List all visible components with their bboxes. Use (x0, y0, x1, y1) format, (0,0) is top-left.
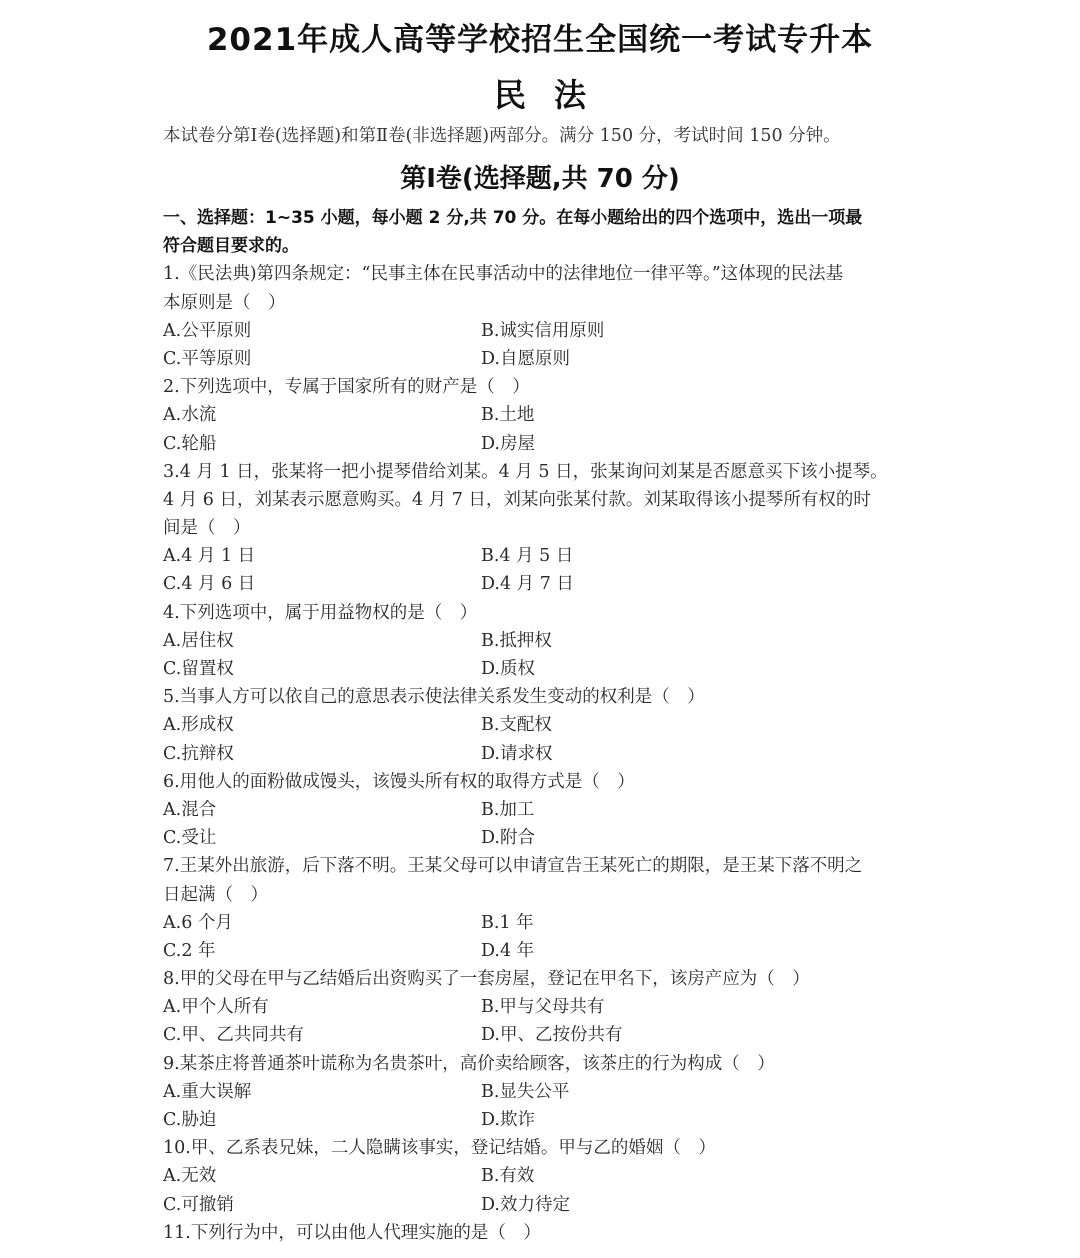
answer-option: C.2 年 (163, 940, 216, 961)
answer-option: C.4 月 6 日 (163, 574, 256, 595)
question-stem-line: 7.王某外出旅游，后下落不明。王某父母可以申请宣告王某死亡的期限，是王某下落不明之 (163, 856, 863, 877)
answer-option: A.6 个月 (163, 912, 233, 933)
question-stem-line: 6.用他人的面粉做成馒头，该馒头所有权的取得方式是（ ） (163, 771, 635, 792)
question-stem-line: 5.当事人方可以依自己的意思表示使法律关系发生变动的权利是（ ） (163, 687, 705, 708)
exam-intro: 本试卷分第Ⅰ卷(选择题)和第Ⅱ卷(非选择题)两部分。满分 150 分，考试时间 150 分钟。 (163, 126, 841, 146)
question-stem-line: 9.某茶庄将普通茶叶谎称为名贵茶叶，高价卖给顾客，该茶庄的行为构成（ ） (163, 1053, 775, 1074)
answer-option: C.甲、乙共同共有 (163, 1025, 304, 1046)
answer-option: B.土地 (481, 405, 535, 426)
question-item (163, 458, 923, 599)
question-stem-line: 11.下列行为中，可以由他人代理实施的是（ ） (163, 1222, 541, 1243)
question-stem-line: 8.甲的父母在甲与乙结婚后出资购买了一套房屋，登记在甲名下，该房产应为（ ） (163, 969, 810, 990)
options-row (163, 655, 923, 683)
answer-option: D.效力待定 (481, 1194, 570, 1215)
answer-option: B.支配权 (481, 715, 552, 736)
question-item (163, 373, 923, 458)
question-item (163, 260, 923, 373)
answer-option: C.留置权 (163, 659, 234, 679)
options-row (163, 1106, 923, 1134)
answer-option: A.重大误解 (163, 1081, 252, 1102)
answer-option: D.请求权 (481, 743, 553, 764)
options-row (163, 1191, 923, 1219)
question-item (163, 852, 923, 965)
section-instructions-line: 一、选择题：1~35 小题，每小题 2 分,共 70 分。在每小题给出的四个选项中，选出一项最 (163, 208, 863, 228)
answer-option: A.水流 (163, 405, 217, 426)
question-stem-line: 日起满（ ） (163, 884, 268, 905)
question-item (163, 1219, 923, 1247)
answer-option: D.欺诈 (481, 1110, 535, 1130)
answer-option: A.无效 (163, 1166, 217, 1187)
answer-option: A.形成权 (163, 715, 234, 736)
options-row (163, 345, 923, 373)
answer-option: B.有效 (481, 1166, 535, 1187)
section-instructions-line: 符合题目要求的。 (163, 236, 299, 257)
subject-title: 民法 (493, 76, 614, 114)
options-row (163, 824, 923, 852)
answer-option: D.附合 (481, 828, 535, 849)
options-row (163, 740, 923, 768)
question-stem-line: 10.甲、乙系表兄妹，二人隐瞒该事实，登记结婚。甲与乙的婚姻（ ） (163, 1138, 716, 1159)
question-item (163, 683, 923, 768)
question-stem-line: 本原则是（ ） (163, 292, 286, 313)
answer-option: C.受让 (163, 828, 217, 849)
question-list (163, 260, 923, 1247)
answer-option: A.混合 (163, 799, 217, 820)
question-stem-line: 3.4 月 1 日，张某将一把小提琴借给刘某。4 月 5 日，张某询问刘某是否愿意买下该小提琴。 (163, 461, 888, 482)
question-stem-line: 间是（ ） (163, 518, 251, 539)
answer-option: B.1 年 (481, 912, 534, 933)
answer-option: D.4 月 7 日 (481, 574, 574, 595)
answer-option: B.加工 (481, 799, 535, 820)
options-row (163, 1162, 923, 1190)
question-item (163, 1050, 923, 1135)
exam-title: 2021年成人高等学校招生全国统一考试专升本 (206, 22, 874, 58)
options-row (163, 796, 923, 824)
answer-option: A.居住权 (163, 630, 234, 651)
answer-option: D.自愿原则 (481, 348, 570, 369)
options-row (163, 909, 923, 937)
answer-option: C.平等原则 (163, 348, 252, 369)
exam-body (163, 204, 923, 1247)
answer-option: D.甲、乙按份共有 (481, 1025, 623, 1046)
options-row (163, 993, 923, 1021)
answer-option: C.抗辩权 (163, 743, 234, 764)
answer-option: C.轮船 (163, 433, 217, 454)
options-row (163, 1021, 923, 1049)
options-row (163, 317, 923, 345)
answer-option: A.4 月 1 日 (163, 546, 256, 567)
answer-option: B.显失公平 (481, 1081, 570, 1102)
answer-option: D.质权 (481, 659, 535, 679)
answer-option: D.房屋 (481, 433, 535, 454)
answer-option: B.诚实信用原则 (481, 320, 605, 341)
question-stem-line: 2.下列选项中，专属于国家所有的财产是（ ） (163, 377, 530, 398)
question-item (163, 965, 923, 1050)
answer-option: B.抵押权 (481, 630, 552, 651)
question-item (163, 1134, 923, 1219)
answer-option: C.可撤销 (163, 1194, 234, 1215)
answer-option: A.甲个人所有 (163, 997, 269, 1018)
options-row (163, 627, 923, 655)
part-title: 第Ⅰ卷(选择题,共 70 分) (400, 164, 680, 194)
options-row (163, 1078, 923, 1106)
answer-option: B.甲与父母共有 (481, 997, 605, 1018)
answer-option: B.4 月 5 日 (481, 546, 574, 567)
options-row (163, 937, 923, 965)
answer-option: C.胁迫 (163, 1110, 217, 1130)
question-item (163, 768, 923, 853)
options-row (163, 711, 923, 739)
options-row (163, 430, 923, 458)
options-row (163, 570, 923, 598)
answer-option: A.公平原则 (163, 320, 252, 341)
question-stem-line: 4 月 6 日，刘某表示愿意购买。4 月 7 日，刘某向张某付款。刘某取得该小提琴所有权的时 (163, 489, 871, 510)
question-item (163, 599, 923, 684)
answer-option: D.4 年 (481, 940, 535, 961)
options-row (163, 542, 923, 570)
options-row (163, 401, 923, 429)
question-stem-line: 4.下列选项中，属于用益物权的是（ ） (163, 602, 478, 623)
question-stem-line: 1.《民法典)第四条规定：“民事主体在民事活动中的法律地位一律平等。”这体现的民法基 (163, 264, 844, 285)
